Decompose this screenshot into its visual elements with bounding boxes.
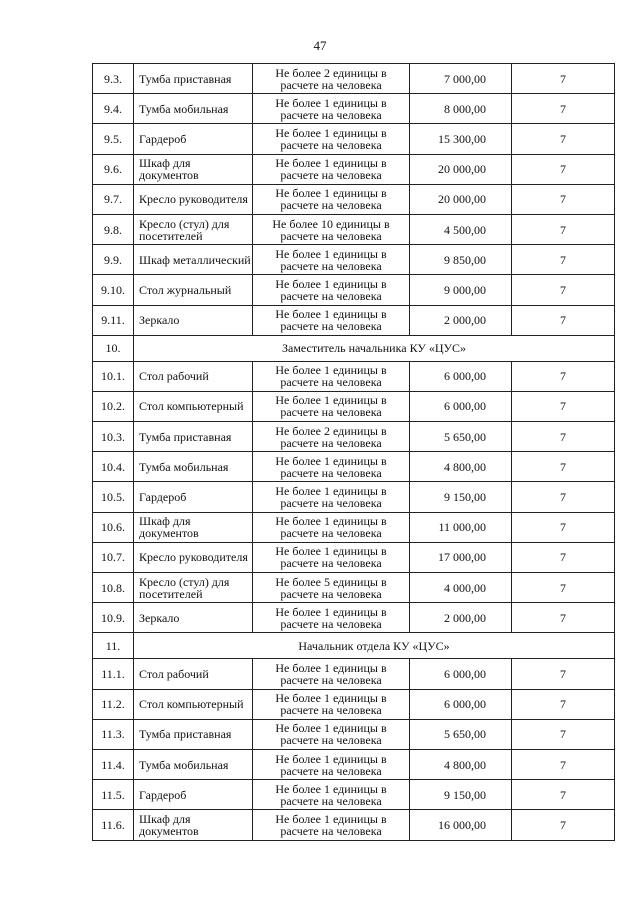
item-price: 9 150,00	[410, 482, 512, 512]
item-price: 4 800,00	[410, 749, 512, 779]
section-title: Начальник отдела КУ «ЦУС»	[134, 633, 615, 659]
item-name: Шкаф для документов	[134, 512, 253, 542]
item-norm: Не более 1 единицы в расчете на человека	[253, 245, 410, 275]
item-norm: Не более 1 единицы в расчете на человека	[253, 391, 410, 421]
item-service-years: 7	[512, 305, 615, 335]
item-number: 11.1.	[93, 659, 134, 689]
item-price: 8 000,00	[410, 94, 512, 124]
item-name: Стол компьютерный	[134, 689, 253, 719]
item-number: 9.4.	[93, 94, 134, 124]
item-norm: Не более 1 единицы в расчете на человека	[253, 719, 410, 749]
table-row	[93, 780, 615, 810]
item-norm: Не более 1 единицы в расчете на человека	[253, 780, 410, 810]
item-price: 2 000,00	[410, 603, 512, 633]
item-number: 10.9.	[93, 603, 134, 633]
section-row	[93, 335, 615, 361]
table-row	[93, 154, 615, 184]
item-price: 20 000,00	[410, 154, 512, 184]
item-norm: Не более 1 единицы в расчете на человека	[253, 689, 410, 719]
item-price: 9 000,00	[410, 275, 512, 305]
table-row	[93, 749, 615, 779]
table-row	[93, 124, 615, 154]
item-norm: Не более 2 единицы в расчете на человека	[253, 422, 410, 452]
table-row	[93, 573, 615, 603]
item-service-years: 7	[512, 719, 615, 749]
table-row	[93, 542, 615, 572]
item-name: Кресло (стул) для посетителей	[134, 214, 253, 244]
item-service-years: 7	[512, 64, 615, 94]
table-row	[93, 422, 615, 452]
item-name: Шкаф для документов	[134, 810, 253, 840]
item-number: 10.4.	[93, 452, 134, 482]
section-row	[93, 633, 615, 659]
item-norm: Не более 1 единицы в расчете на человека	[253, 542, 410, 572]
item-name: Тумба мобильная	[134, 94, 253, 124]
item-service-years: 7	[512, 659, 615, 689]
table-row	[93, 64, 615, 94]
item-norm: Не более 1 единицы в расчете на человека	[253, 361, 410, 391]
table-row	[93, 391, 615, 421]
item-norm: Не более 1 единицы в расчете на человека	[253, 154, 410, 184]
item-number: 9.10.	[93, 275, 134, 305]
item-number: 10.5.	[93, 482, 134, 512]
item-service-years: 7	[512, 689, 615, 719]
item-number: 10.7.	[93, 542, 134, 572]
table-row	[93, 275, 615, 305]
item-number: 9.3.	[93, 64, 134, 94]
item-price: 20 000,00	[410, 184, 512, 214]
item-name: Гардероб	[134, 780, 253, 810]
item-number: 10.2.	[93, 391, 134, 421]
item-price: 16 000,00	[410, 810, 512, 840]
item-norm: Не более 10 единицы в расчете на человека	[253, 214, 410, 244]
item-name: Кресло (стул) для посетителей	[134, 573, 253, 603]
table-row	[93, 482, 615, 512]
item-service-years: 7	[512, 780, 615, 810]
item-norm: Не более 1 единицы в расчете на человека	[253, 305, 410, 335]
item-price: 4 800,00	[410, 452, 512, 482]
item-price: 17 000,00	[410, 542, 512, 572]
item-norm: Не более 1 единицы в расчете на человека	[253, 749, 410, 779]
item-price: 4 000,00	[410, 573, 512, 603]
item-service-years: 7	[512, 391, 615, 421]
item-price: 5 650,00	[410, 422, 512, 452]
item-number: 11.4.	[93, 749, 134, 779]
item-norm: Не более 1 единицы в расчете на человека	[253, 512, 410, 542]
table-row	[93, 94, 615, 124]
item-number: 10.1.	[93, 361, 134, 391]
item-name: Стол рабочий	[134, 659, 253, 689]
item-number: 9.5.	[93, 124, 134, 154]
item-name: Тумба мобильная	[134, 749, 253, 779]
item-number: 9.6.	[93, 154, 134, 184]
item-number: 9.8.	[93, 214, 134, 244]
item-service-years: 7	[512, 422, 615, 452]
item-service-years: 7	[512, 275, 615, 305]
item-name: Тумба мобильная	[134, 452, 253, 482]
item-service-years: 7	[512, 749, 615, 779]
item-number: 9.11.	[93, 305, 134, 335]
table-row	[93, 452, 615, 482]
item-name: Шкаф металлический	[134, 245, 253, 275]
item-price: 15 300,00	[410, 124, 512, 154]
table-row	[93, 810, 615, 840]
item-price: 2 000,00	[410, 305, 512, 335]
section-number: 11.	[93, 633, 134, 659]
item-number: 11.3.	[93, 719, 134, 749]
item-name: Кресло руководителя	[134, 184, 253, 214]
item-norm: Не более 1 единицы в расчете на человека	[253, 94, 410, 124]
item-number: 10.6.	[93, 512, 134, 542]
item-price: 5 650,00	[410, 719, 512, 749]
item-name: Кресло руководителя	[134, 542, 253, 572]
item-service-years: 7	[512, 124, 615, 154]
item-service-years: 7	[512, 245, 615, 275]
item-name: Тумба приставная	[134, 719, 253, 749]
item-name: Зеркало	[134, 305, 253, 335]
item-norm: Не более 1 единицы в расчете на человека	[253, 603, 410, 633]
item-service-years: 7	[512, 154, 615, 184]
item-norm: Не более 1 единицы в расчете на человека	[253, 124, 410, 154]
item-service-years: 7	[512, 603, 615, 633]
item-norm: Не более 1 единицы в расчете на человека	[253, 452, 410, 482]
item-service-years: 7	[512, 573, 615, 603]
table-row	[93, 305, 615, 335]
item-norm: Не более 1 единицы в расчете на человека	[253, 810, 410, 840]
item-price: 6 000,00	[410, 689, 512, 719]
item-price: 7 000,00	[410, 64, 512, 94]
table-row	[93, 689, 615, 719]
item-norm: Не более 1 единицы в расчете на человека	[253, 482, 410, 512]
section-title: Заместитель начальника КУ «ЦУС»	[134, 335, 615, 361]
item-number: 11.2.	[93, 689, 134, 719]
item-price: 11 000,00	[410, 512, 512, 542]
item-name: Стол журнальный	[134, 275, 253, 305]
item-number: 9.7.	[93, 184, 134, 214]
item-name: Тумба приставная	[134, 422, 253, 452]
item-service-years: 7	[512, 94, 615, 124]
item-number: 10.8.	[93, 573, 134, 603]
item-norm: Не более 2 единицы в расчете на человека	[253, 64, 410, 94]
item-name: Тумба приставная	[134, 64, 253, 94]
item-number: 11.5.	[93, 780, 134, 810]
item-service-years: 7	[512, 361, 615, 391]
item-service-years: 7	[512, 482, 615, 512]
item-service-years: 7	[512, 184, 615, 214]
page-number: 47	[313, 38, 327, 53]
item-price: 6 000,00	[410, 659, 512, 689]
table-row	[93, 512, 615, 542]
item-price: 6 000,00	[410, 361, 512, 391]
item-name: Шкаф для документов	[134, 154, 253, 184]
item-service-years: 7	[512, 810, 615, 840]
item-name: Гардероб	[134, 124, 253, 154]
table-row	[93, 214, 615, 244]
item-number: 10.3.	[93, 422, 134, 452]
item-name: Гардероб	[134, 482, 253, 512]
item-norm: Не более 1 единицы в расчете на человека	[253, 184, 410, 214]
table-row	[93, 719, 615, 749]
table-row	[93, 361, 615, 391]
table-row	[93, 659, 615, 689]
table-row	[93, 245, 615, 275]
item-name: Зеркало	[134, 603, 253, 633]
item-price: 9 150,00	[410, 780, 512, 810]
table-row	[93, 184, 615, 214]
item-service-years: 7	[512, 452, 615, 482]
item-service-years: 7	[512, 214, 615, 244]
item-price: 6 000,00	[410, 391, 512, 421]
table-row	[93, 603, 615, 633]
item-number: 11.6.	[93, 810, 134, 840]
item-name: Стол компьютерный	[134, 391, 253, 421]
item-service-years: 7	[512, 512, 615, 542]
item-service-years: 7	[512, 542, 615, 572]
section-number: 10.	[93, 335, 134, 361]
item-norm: Не более 5 единицы в расчете на человека	[253, 573, 410, 603]
item-price: 9 850,00	[410, 245, 512, 275]
table-body	[93, 64, 615, 841]
item-norm: Не более 1 единицы в расчете на человека	[253, 275, 410, 305]
item-norm: Не более 1 единицы в расчете на человека	[253, 659, 410, 689]
furniture-norms-table	[92, 63, 615, 841]
item-name: Стол рабочий	[134, 361, 253, 391]
item-price: 4 500,00	[410, 214, 512, 244]
item-number: 9.9.	[93, 245, 134, 275]
